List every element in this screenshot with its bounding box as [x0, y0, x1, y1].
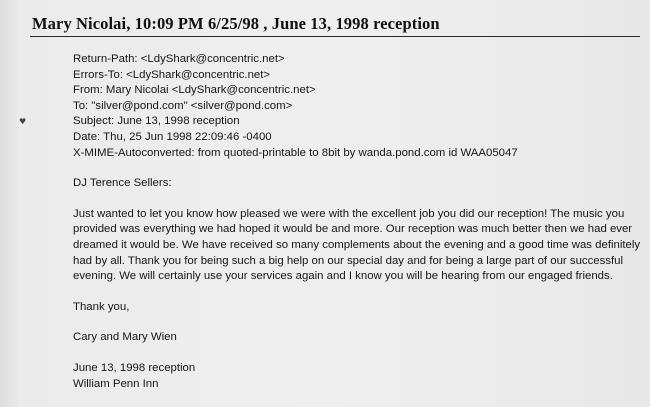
message-line: dreamed it would be. We have received so many complements about the evening and a good time was definitely — [73, 238, 641, 251]
spacer — [73, 161, 643, 176]
header-return-path: Return-Path: <LdyShark@concentric.net> — [73, 53, 285, 65]
message-line: provided was everything we had hoped it would be and more. Our reception was much better then we had ever — [73, 223, 633, 236]
signature: Cary and Mary Wien — [73, 331, 177, 344]
greeting: DJ Terence Sellers: — [73, 177, 172, 190]
spacer — [73, 346, 643, 361]
header-to: To: "silver@pond.com" <silver@pond.com> — [73, 99, 293, 112]
email-body — [73, 52, 643, 392]
message-line: had by all. Thank you for being such a big help on our special day and for being a large part of our successful — [73, 254, 624, 267]
margin-mark: ♥ — [19, 117, 27, 126]
email-headers — [73, 52, 643, 161]
footer-line: June 13, 1998 reception — [73, 361, 196, 374]
header-errors-to: Errors-To: <LdyShark@concentric.net> — [73, 68, 271, 81]
footer-line: William Penn Inn — [73, 377, 159, 390]
header-subject: Subject: June 13, 1998 reception — [73, 115, 240, 128]
header-date: Date: Thu, 25 Jun 1998 22:09:46 -0400 — [73, 130, 272, 143]
message-line: evening. We will certainly use your services again and I know you will be hearing from our engaged friends. — [73, 270, 613, 283]
footer-block — [73, 361, 643, 392]
closing: Thank you, — [73, 300, 130, 313]
spacer — [73, 285, 643, 300]
spacer — [73, 315, 643, 330]
title-divider — [30, 36, 640, 37]
spacer — [73, 192, 643, 207]
message-line: Just wanted to let you know how pleased we were with the excellent job you did our reception! The music you — [73, 207, 625, 220]
page-title: Mary Nicolai, 10:09 PM 6/25/98 , June 13, 1998 reception — [32, 14, 440, 33]
message-paragraph — [73, 207, 643, 285]
header-x-mime: X-MIME-Autoconverted: from quoted-printable to 8bit by wanda.pond.com id WAA05047 — [73, 146, 518, 159]
header-from: From: Mary Nicolai <LdyShark@concentric.net> — [73, 84, 316, 97]
